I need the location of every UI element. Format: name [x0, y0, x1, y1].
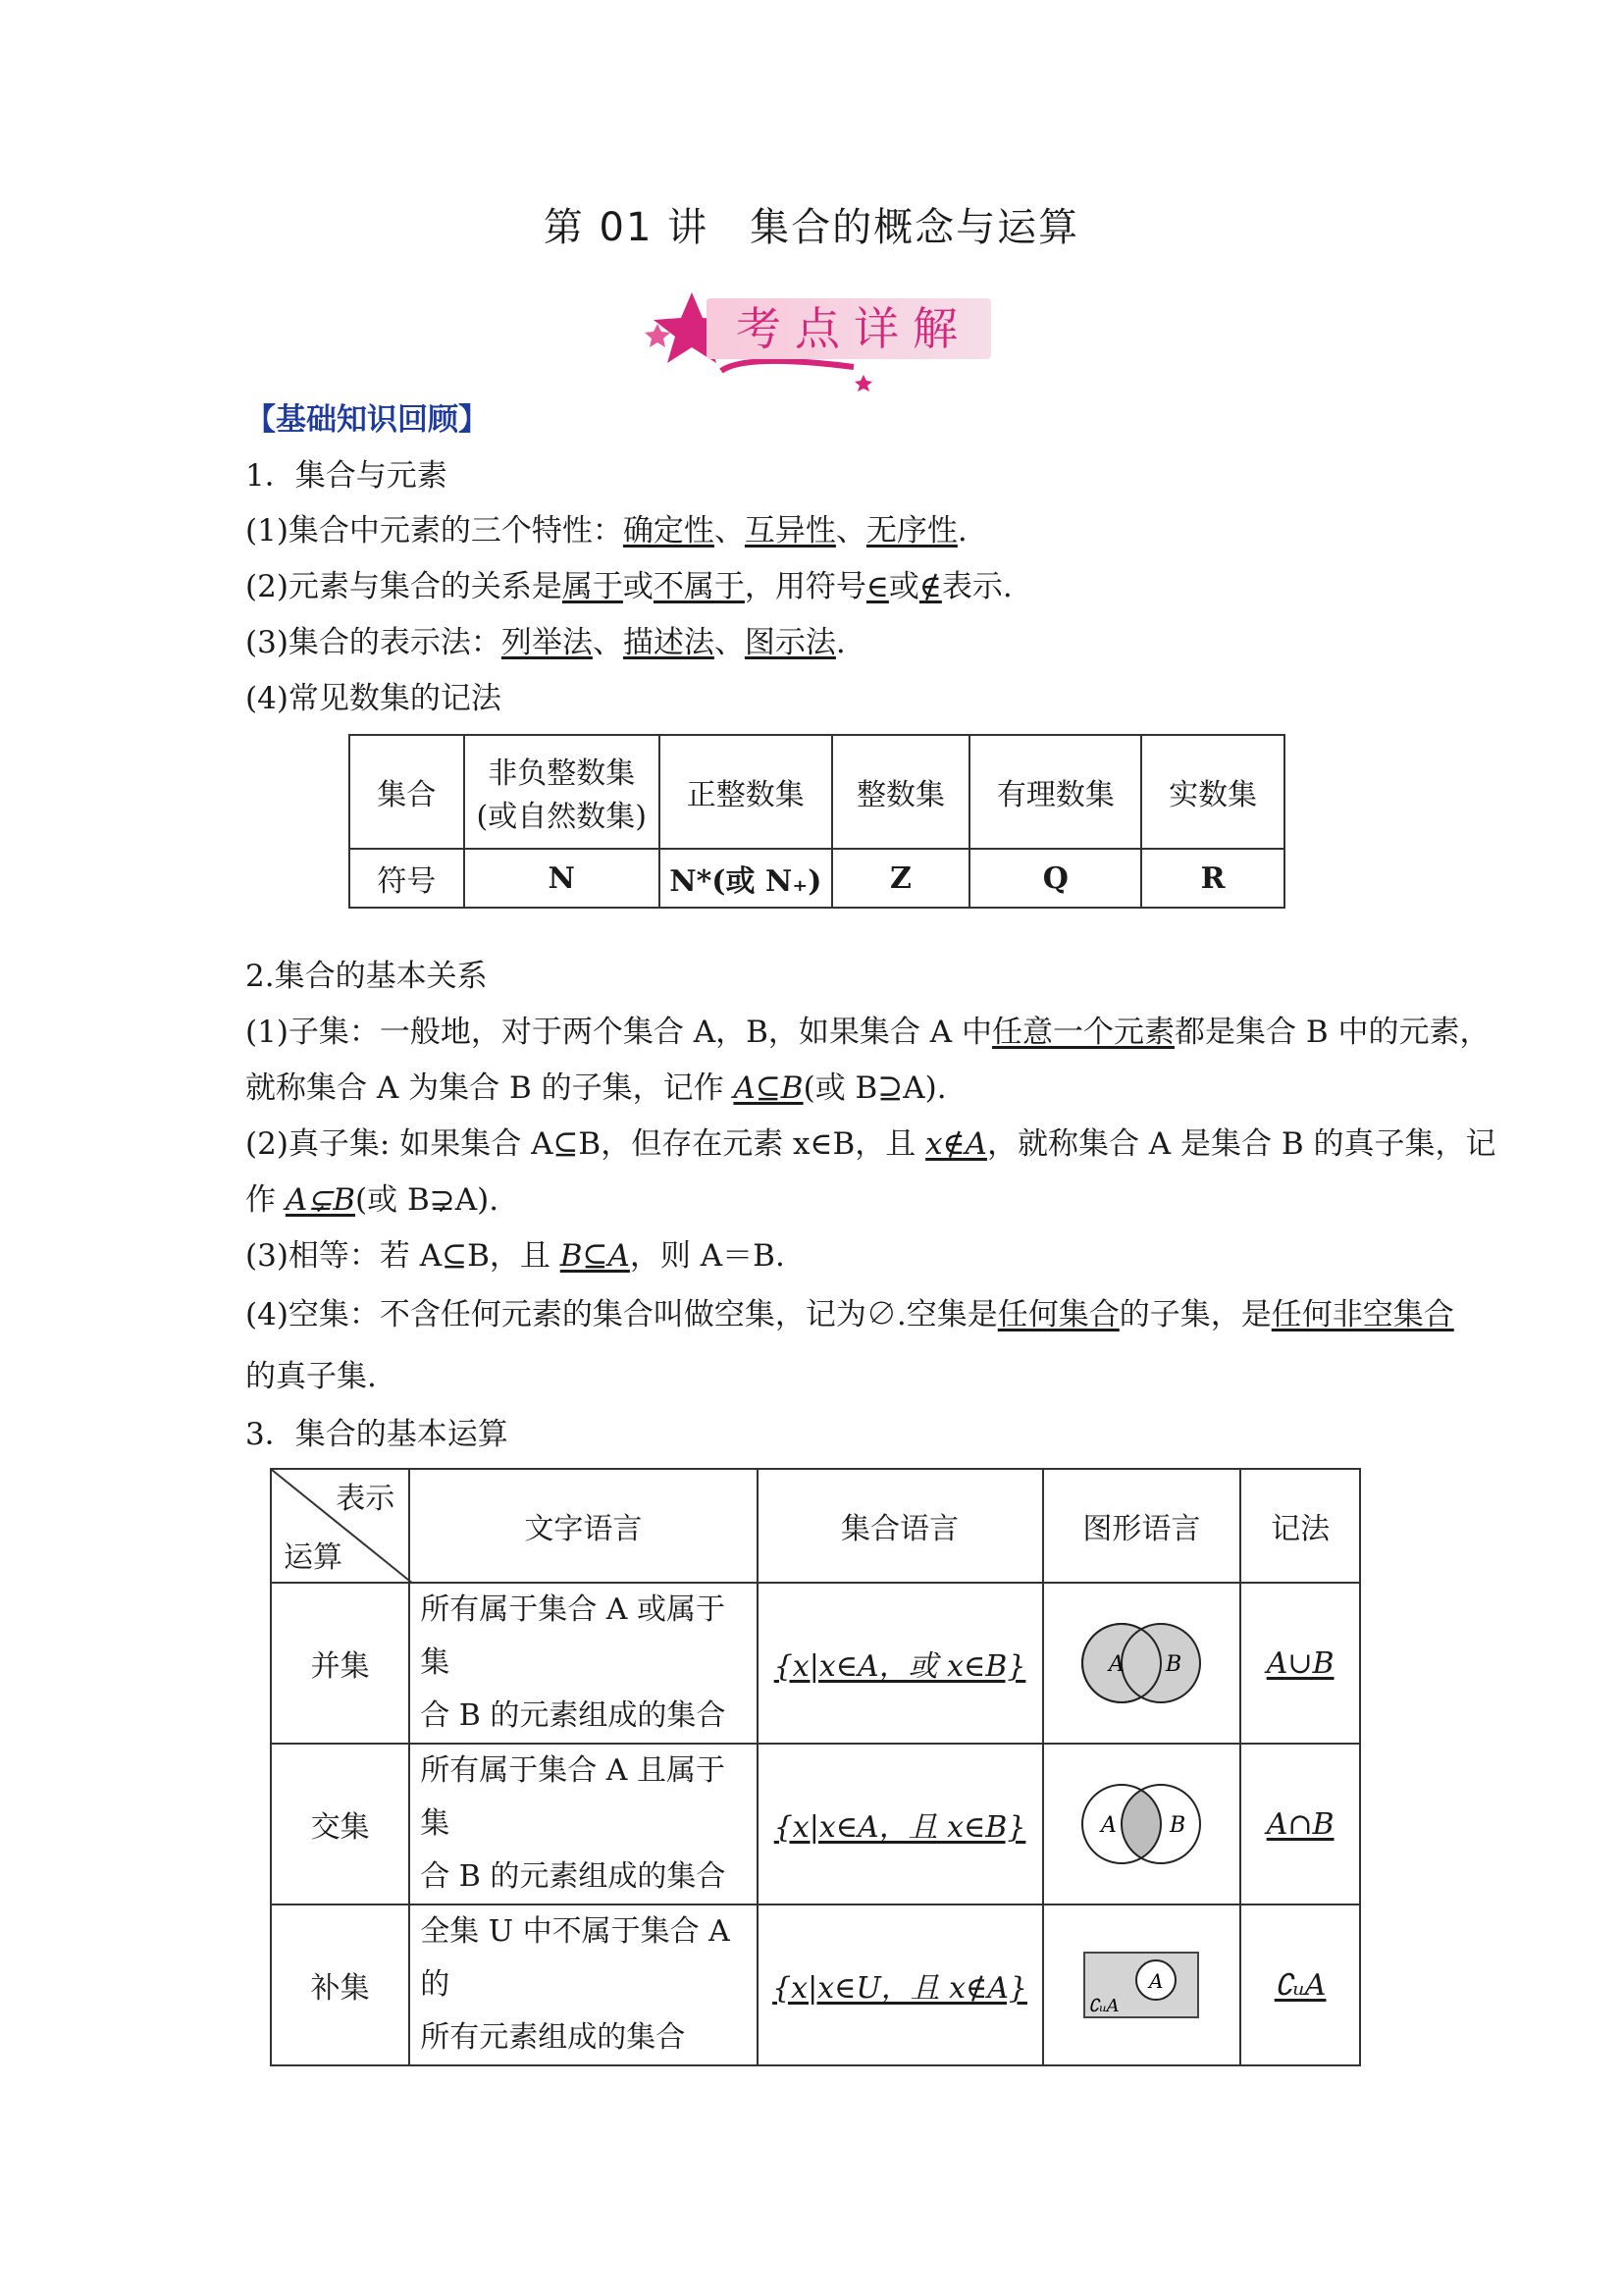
col-symbol: R — [1141, 849, 1284, 908]
table-row — [349, 849, 1284, 908]
op-set-language: {x|x∈A，或 x∈B} — [758, 1583, 1043, 1744]
union-venn-icon — [1068, 1616, 1215, 1710]
col-symbol: N — [464, 849, 659, 908]
s2-p4b: 的真子集. — [245, 1359, 377, 1394]
svg-text:A: A — [1149, 1969, 1164, 1993]
op-description: 全集 U 中不属于集合 A 的 所有元素组成的集合 — [409, 1905, 757, 2065]
col-name: 正整数集 — [659, 735, 832, 849]
s2-p1b: 就称集合 A 为集合 B 的子集，记作 A⊆B(或 B⊇A). — [245, 1070, 947, 1106]
s2-p2a: (2)真子集: 如果集合 A⊆B，但存在元素 x∈B，且 x∉A，就称集合 A 是集合 B 的真子集，记 — [245, 1126, 1496, 1162]
col-header: 集合语言 — [758, 1469, 1043, 1583]
op-set-language: {x|x∈A，且 x∈B} — [758, 1744, 1043, 1905]
col-symbol: Z — [832, 849, 970, 908]
table-row — [271, 1583, 1360, 1744]
op-name: 补集 — [271, 1905, 409, 2065]
col-header: 图形语言 — [1043, 1469, 1241, 1583]
col-symbol: N*(或 N₊) — [659, 849, 832, 908]
set-operations-table — [270, 1468, 1361, 2066]
col-name: 非负整数集 (或自然数集) — [464, 735, 659, 849]
section-banner — [628, 285, 1001, 392]
op-name: 交集 — [271, 1744, 409, 1905]
s1-p4: (4)常见数集的记法 — [245, 681, 501, 716]
svg-text:B: B — [1170, 1813, 1186, 1838]
section-tag: 【基础知识回顾】 — [245, 402, 489, 438]
op-description: 所有属于集合 A 且属于集 合 B 的元素组成的集合 — [409, 1744, 757, 1905]
svg-text:A: A — [1109, 1652, 1126, 1677]
page-title: 第 01 讲 集合的概念与运算 — [543, 205, 1080, 250]
table-row — [349, 735, 1284, 849]
svg-text:B: B — [1166, 1652, 1182, 1677]
s2-p3: (3)相等：若 A⊆B，且 B⊆A，则 A＝B. — [245, 1238, 785, 1274]
op-name: 并集 — [271, 1583, 409, 1744]
op-description: 所有属于集合 A 或属于集 合 B 的元素组成的集合 — [409, 1583, 757, 1744]
number-sets-table — [348, 734, 1285, 909]
banner-text: 考点详解 — [736, 302, 971, 355]
row-header-set: 集合 — [349, 735, 464, 849]
op-notation: ∁ᵤA — [1240, 1905, 1360, 2065]
svg-text:∁ᵤA: ∁ᵤA — [1088, 1996, 1120, 2016]
intersection-venn — [1043, 1744, 1241, 1905]
col-name: 整数集 — [832, 735, 970, 849]
union-venn — [1043, 1583, 1241, 1744]
s1-p3: (3)集合的表示法：列举法、描述法、图示法. — [245, 625, 846, 660]
op-set-language: {x|x∈U，且 x∉A} — [758, 1905, 1043, 2065]
table-row — [271, 1744, 1360, 1905]
row-header-symbol: 符号 — [349, 849, 464, 908]
col-header: 记法 — [1240, 1469, 1360, 1583]
intersection-venn-icon — [1068, 1777, 1215, 1871]
s1-p2: (2)元素与集合的关系是属于或不属于，用符号∈或∉表示. — [245, 569, 1013, 604]
corner-cell: 表示 运算 — [271, 1469, 409, 1583]
s2-heading: 2.集合的基本关系 — [245, 959, 488, 994]
table-row — [271, 1469, 1360, 1583]
s2-p1a: (1)子集：一般地，对于两个集合 A，B，如果集合 A 中任意一个元素都是集合 B 中的元素， — [245, 1015, 1491, 1050]
s3-heading: 3．集合的基本运算 — [245, 1417, 508, 1452]
svg-text:A: A — [1101, 1813, 1118, 1838]
col-name: 有理数集 — [969, 735, 1141, 849]
col-symbol: Q — [969, 849, 1141, 908]
col-name: 实数集 — [1141, 735, 1284, 849]
complement-venn — [1043, 1905, 1241, 2065]
op-notation: A∩B — [1240, 1744, 1360, 1905]
s2-p4a: (4)空集：不含任何元素的集合叫做空集，记为∅.空集是任何集合的子集，是任何非空集合 — [245, 1297, 1454, 1332]
op-notation: A∪B — [1240, 1583, 1360, 1744]
table-row — [271, 1905, 1360, 2065]
s1-p1: (1)集合中元素的三个特性：确定性、互异性、无序性. — [245, 513, 968, 548]
s2-p2b: 作 A⊊B(或 B⊋A). — [245, 1182, 499, 1218]
complement-venn-icon — [1082, 1951, 1200, 2019]
s1-heading: 1．集合与元素 — [245, 458, 447, 494]
col-header: 文字语言 — [409, 1469, 757, 1583]
